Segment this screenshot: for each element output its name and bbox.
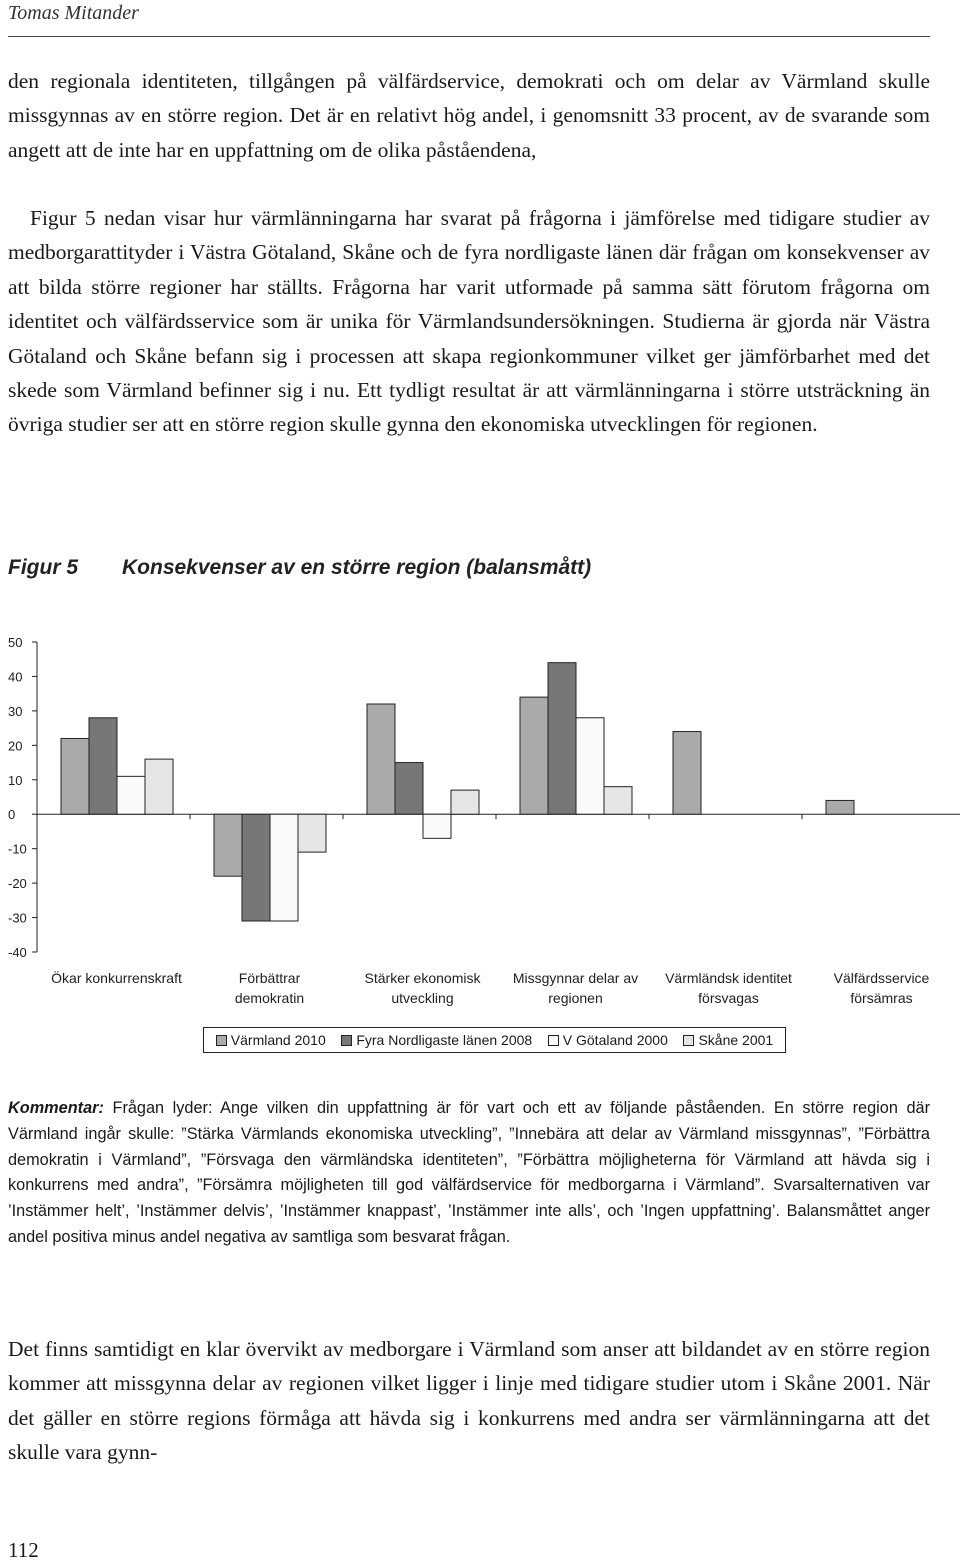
category-labels [51,969,929,1006]
y-axis [8,635,37,960]
page-number: 112 [8,1538,39,1562]
figure-title: Konsekvenser av en större region (balansmått) [122,556,592,579]
legend-item-fyra-nordligaste [341,1032,532,1048]
bar [367,704,395,814]
chart-legend [203,1027,786,1053]
category-label: Stärker ekonomisk [364,970,481,986]
y-tick-label: 50 [8,635,23,650]
category-label: Ökar konkurrenskraft [51,970,182,986]
running-head: Tomas Mitander [8,2,139,24]
bar [242,814,270,921]
comment-text: Frågan lyder: Ange vilken din uppfattning är för vart och ett av följande påståenden. En större region där Värmland ingår skulle: ”Stärka Värmlands ekonomiska utveckling”, ”Innebära att delar av Värmland missgynnas”, ”Förbättra demokratin i Värmland”, ”Försvaga den värmländska identiteten”, ”Förbättra möjligheterna för Värmland att hävda sig i konkurrens med andra”, ”Försämra möjligheten till god välfärdservice för medborgarna i Värmland”. Svarsalternativen var ’Instämmer helt’, ’Instämmer delvis’, ’Instämmer knappast’, ’Instämmer inte alls’, och ’Ingen uppfattning’. Balansmåttet anger andel positiva minus andel negativa av samtliga som besvarat frågan. [8,1099,930,1246]
category-label: Förbättrar [238,970,301,986]
category-label: försvagas [698,990,759,1006]
legend-swatch [548,1035,559,1046]
legend-swatch [683,1035,694,1046]
bars [61,663,854,921]
bar [423,814,451,838]
legend-item-varmland-2010 [216,1032,326,1048]
legend-label: Fyra Nordligaste länen 2008 [356,1032,533,1048]
header-rule [8,36,930,37]
y-tick-label: 0 [8,807,16,823]
category-label: Välfärdsservice [833,970,930,986]
category-label: utveckling [391,990,454,1006]
x-axis [37,814,960,819]
paragraph-3: Det finns samtidigt en klar övervikt av medborgare i Värmland som anser att bildandet av en större region kommer att missgynna delar av regionen vilket ligger i linje med tidigare studier utom i Skåne 2001. När det gäller en större regions förmåga att hävda sig i konkurrens med andra ser värmlänningarna att det skulle vara gynn- [8,1337,930,1465]
figure-comment [8,1096,930,1251]
category-label: försämras [850,990,913,1006]
legend-item-v-gotaland-2000 [548,1032,668,1048]
bar [826,800,854,814]
bar [214,814,242,876]
category-label: Värmländsk identitet [665,970,792,986]
figure-label: Figur 5 [8,556,79,579]
bar [520,697,548,814]
bar [270,814,298,921]
bar [548,663,576,815]
legend-swatch [341,1035,352,1046]
bar [395,763,423,815]
y-tick-label: 40 [8,669,23,685]
y-tick-label: 10 [8,772,23,788]
figure-caption [8,556,930,580]
category-label: regionen [548,990,603,1006]
bar [298,814,326,852]
paragraph-2 [8,201,930,442]
paragraph-1: den regionala identiteten, tillgången på välfärdservice, demokrati och om delar av Värmland skulle missgynnas av en större region. Det är en relativt hög andel, i genomsnitt 33 procent, av de svarande som angett att de inte har en uppfattning om de olika påståendena, [8,69,930,162]
paragraph-2-text: Figur 5 nedan visar hur värmlänningarna har svarat på frågorna i jämförelse med tidigare studier av medborgarattityder i Västra Götaland, Skåne och de fyra nordligaste länen där frågan om konsekvenser av att bilda större regioner har ställts. Frågorna har varit utformade på samma sätt förutom frågorna om identitet och välfärdsservice som är unika för Värmlandsundersökningen. Studierna är gjorda när Västra Götaland och Skåne befann sig i processen att skapa regionkommuner vilket ger jämförbarhet med det skede som Värmland befinner sig i nu. Ett tydligt resultat är att värmlänningarna i större utsträckning än övriga studier ser att en större region skulle gynna den ekonomiska utvecklingen för regionen. [8,206,930,437]
y-tick-label: 30 [8,703,23,719]
legend-label: Skåne 2001 [698,1032,774,1048]
y-tick-label: -40 [8,945,27,960]
y-tick-label: 20 [8,738,23,754]
bar [117,776,145,814]
y-tick-label: -30 [8,910,27,926]
y-tick-label: -20 [8,876,27,892]
legend-item-skane-2001 [683,1032,773,1048]
y-tick-label: -10 [8,841,27,857]
legend-label: Värmland 2010 [230,1032,326,1048]
legend-swatch [216,1035,227,1046]
bar-chart [0,628,960,1018]
bar [604,787,632,815]
legend-label: V Götaland 2000 [562,1032,668,1048]
bar [451,790,479,814]
bar [89,718,117,814]
bar [61,738,89,814]
bar [145,759,173,814]
category-label: Missgynnar delar av [512,970,639,986]
category-label: demokratin [234,990,305,1006]
bar [576,718,604,814]
comment-label: Kommentar: [8,1099,104,1117]
bar [673,732,701,815]
